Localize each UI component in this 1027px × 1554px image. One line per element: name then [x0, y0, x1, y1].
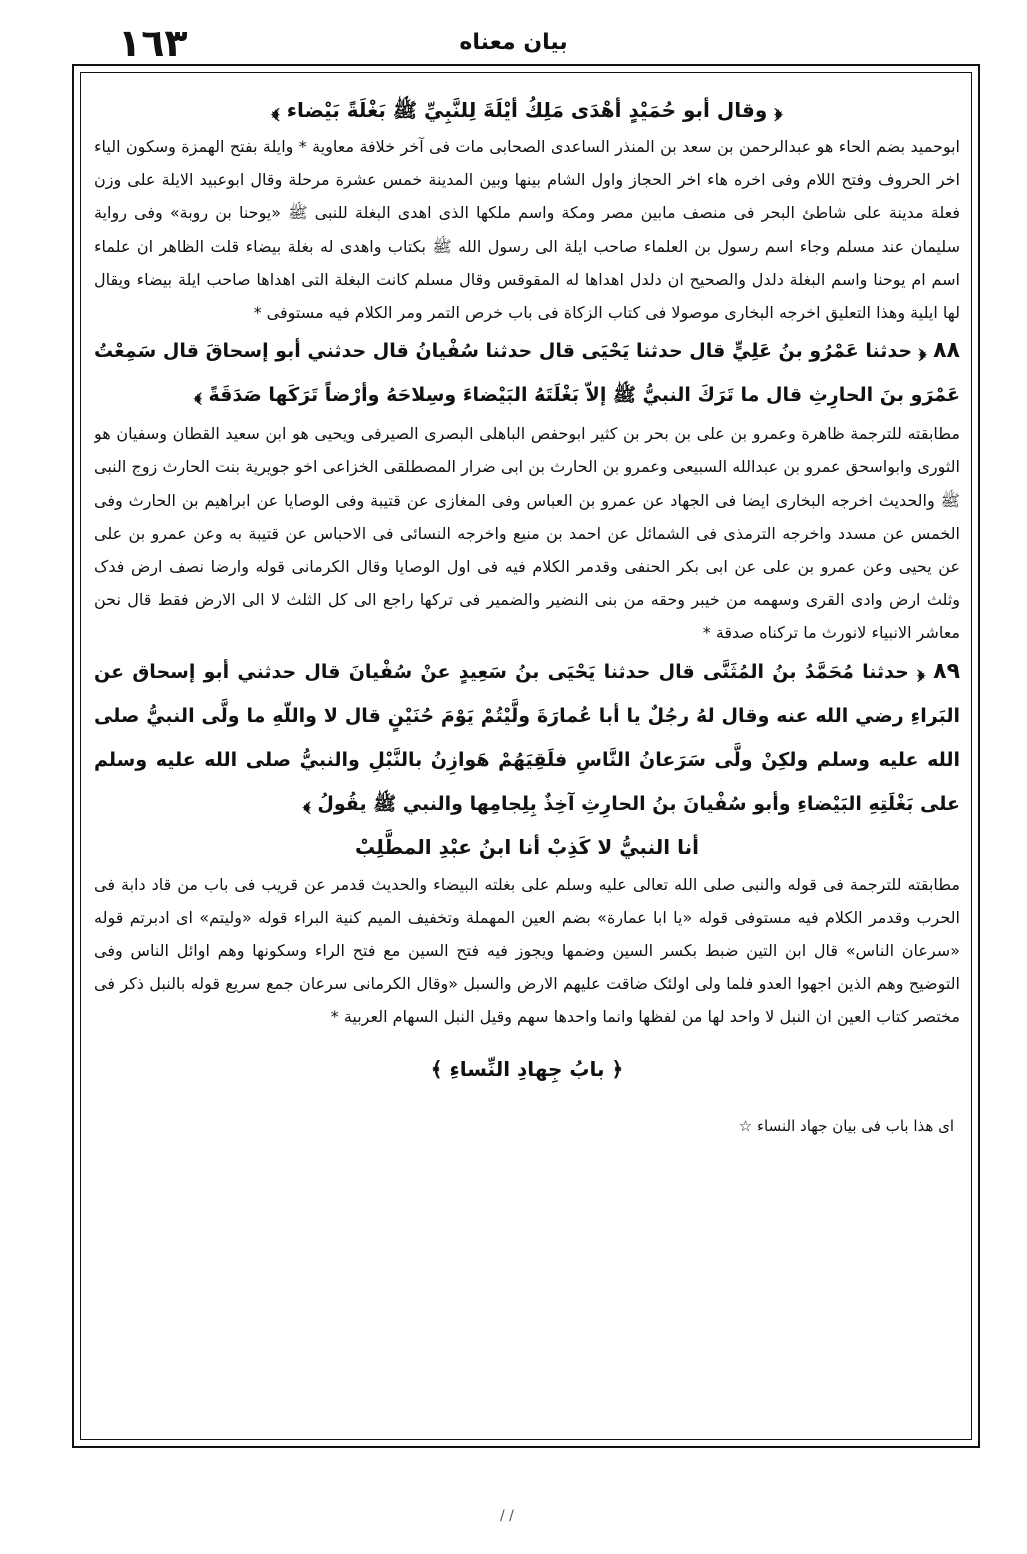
commentary-paragraph-1: ابوحمید بضم الحاء هو عبدالرحمن بن سعد بن المنذر الساعدی الصحابی مات فی آخر خلافة معاویة * وایلة بفتح الهمزة وسکون الیاء اخر الحروف وفتح اللام وفی اخره هاء اخر الحجاز واول الشام بینها وبین المدینة خمس عشرة مرحلة وقال ابوعبید الایلة علی وزن فعلة مدینة علی شاطئ البحر فی منصف مابین مصر ومکة واسم ملکها الذی اهدی البغلة للنبی ﷺ «یوحنا بن روبة» وفی روایة سلیمان عند مسلم وجاء اسم رسول بن العلماء صاحب ایلة الی رسول الله ﷺ بکتاب واهدی له بغلة بیضاء قلت الظاهر ان علماء اسم ام یوحنا واسم البغلة دلدل والصحیح ان دلدل اهداها له المقوقس وقال مسلم کانت البغلة التی اهداها صاحب ایلة بیضاء ویقال لها ایلیة وهذا التعلیق اخرجه البخاری موصولا فی کتاب الزکاة فی باب خرص التمر ومر الکلام فیه مستوفی * [94, 137, 960, 323]
hadith-number: ٨٨ [933, 338, 960, 364]
hadith-number: ٨٩ [933, 658, 960, 684]
commentary-paragraph-2: مطابقته للترجمة ظاهرة وعمرو بن علی بن بحر بن کثیر ابوحفص الباهلی البصری الصیرفی ویحیی هو ابن سعید القطان وسفیان هو الثوری وابواسحق عمرو بن عبدالله السبیعی وعمرو بن الحارث بن ابی ضرار المصطلقی الخزاعی اخو جویریة بنت الحارث زوج النبی ﷺ والحدیث اخرجه البخاری ایضا فی الجهاد عن عمرو بن العباس وفی المغازی عن قتیبة وفی الوصایا عن ابراهیم بن الحارث وفی الخمس عن مسدد واخرجه الترمذی فی الشمائل عن احمد بن منیع واخرجه النسائی فی الاحباس عن قتیبة به وعن عمرو بن علی عن یحیی وعن عمرو بن علی عن ابی بکر الحنفی وقدمر الکلام فیه فی اول الوصایا وقال الکرمانی قوله وارضا نصف ارض فدک وثلث ارض وادی القری وسهمه من خیبر وحقه من بنی النضیر والضمیر فی ترکها راجع الی کل الثلث لا الی الارض فقط قال نحن معاشر الانبیاء لانورث ما ترکناه صدقة * [94, 424, 960, 643]
hadith-text: ﴿ حدثنا عَمْرُو بنُ عَلِيٍّ قال حدثنا يَحْيَى قال حدثنا سُفْيانُ قال حدثني أبو إسحاقَ قال سَمِعْتُ عَمْرَو بنَ الحارِثِ قال ما تَرَكَ النبيُّ ﷺ إلاّ بَغْلَتَهُ البَيْضاءَ وسِلاحَهُ وأرْضاً تَرَكَها صَدَقَةً ﴾ [94, 340, 960, 407]
page-content [94, 88, 960, 1428]
running-head: بیان معناه [459, 30, 568, 55]
chapter-subtitle: ای هذا باب فی بیان جهاد النساء ☆ [738, 1116, 954, 1135]
page-number: ١٦٣ [118, 21, 188, 65]
chapter-heading: ﴿ بابُ جِهادِ النِّساءِ ﴾ [430, 1056, 624, 1081]
hadith-89 [94, 650, 960, 826]
commentary-paragraph-3: مطابقته للترجمة فی قوله والنبی صلی الله تعالی علیه وسلم علی بغلته البیضاء والحدیث قدمر عن قریب فی باب من قاد دابة فی الحرب وقدمر الکلام فیه مستوفی قوله «یا ابا عمارة» بضم العین المهملة وتخفیف المیم کنیة البراء قوله «ولیتم» ای ادبرتم قوله «سرعان الناس» قال ابن التین ضبط بکسر السین وضمها ویجوز فیه فتح السین مع فتح الراء وسکونها وهم اوائل الناس وفی التوضیح وهم الذین اجهوا العدو فلما ولی اولئک ضاقت علیهم الارض والسبل «وقال الکرمانی سرعان جمع سریع قوله بالنبل ذکر فی مختصر کتاب العین ان النبل لا واحد لها من لفظها وانما واحدها سهم وقیل النبل السهام العربیة * [94, 874, 960, 1027]
verse-line: أنا النبيُّ لا كَذِبْ أنا ابنُ عبْدِ المطَّلِبْ [355, 834, 699, 859]
hadith-88 [94, 329, 960, 417]
section-heading: ﴿ وقال أبو حُمَيْدٍ أهْدَى مَلِكُ أيْلَةَ لِلنَّبِيِّ ﷺ بَغْلَةً بَيْضاء ﴾ [271, 98, 783, 122]
hadith-text: ﴿ حدثنا مُحَمَّدُ بنُ المُثَنَّى قال حدثنا يَحْيَى بنُ سَعِيدٍ عنْ سُفْيانَ قال حدثني أبو إسحاق عن البَراءِ رضي الله عنه وقال لهُ رجُلٌ يا أبا عُمارَةَ ولَّيْتُمْ يَوْمَ حُنَيْنٍ قال لا واللّهِ ما ولَّى النبيُّ صلى الله عليه وسلم ولكِنْ ولَّى سَرَعانُ النَّاسِ فلَقِيَهُمْ هَوازِنُ بالنَّبْلِ والنبيُّ صلى الله عليه وسلم على بَغْلَتِهِ البَيْضاءِ وأبو سُفْيانَ بنُ الحارِثِ آخِذٌ بِلِجامِها والنبي ﷺ يقُولُ ﴾ [94, 660, 960, 815]
footer-mark: / / [500, 1508, 514, 1524]
